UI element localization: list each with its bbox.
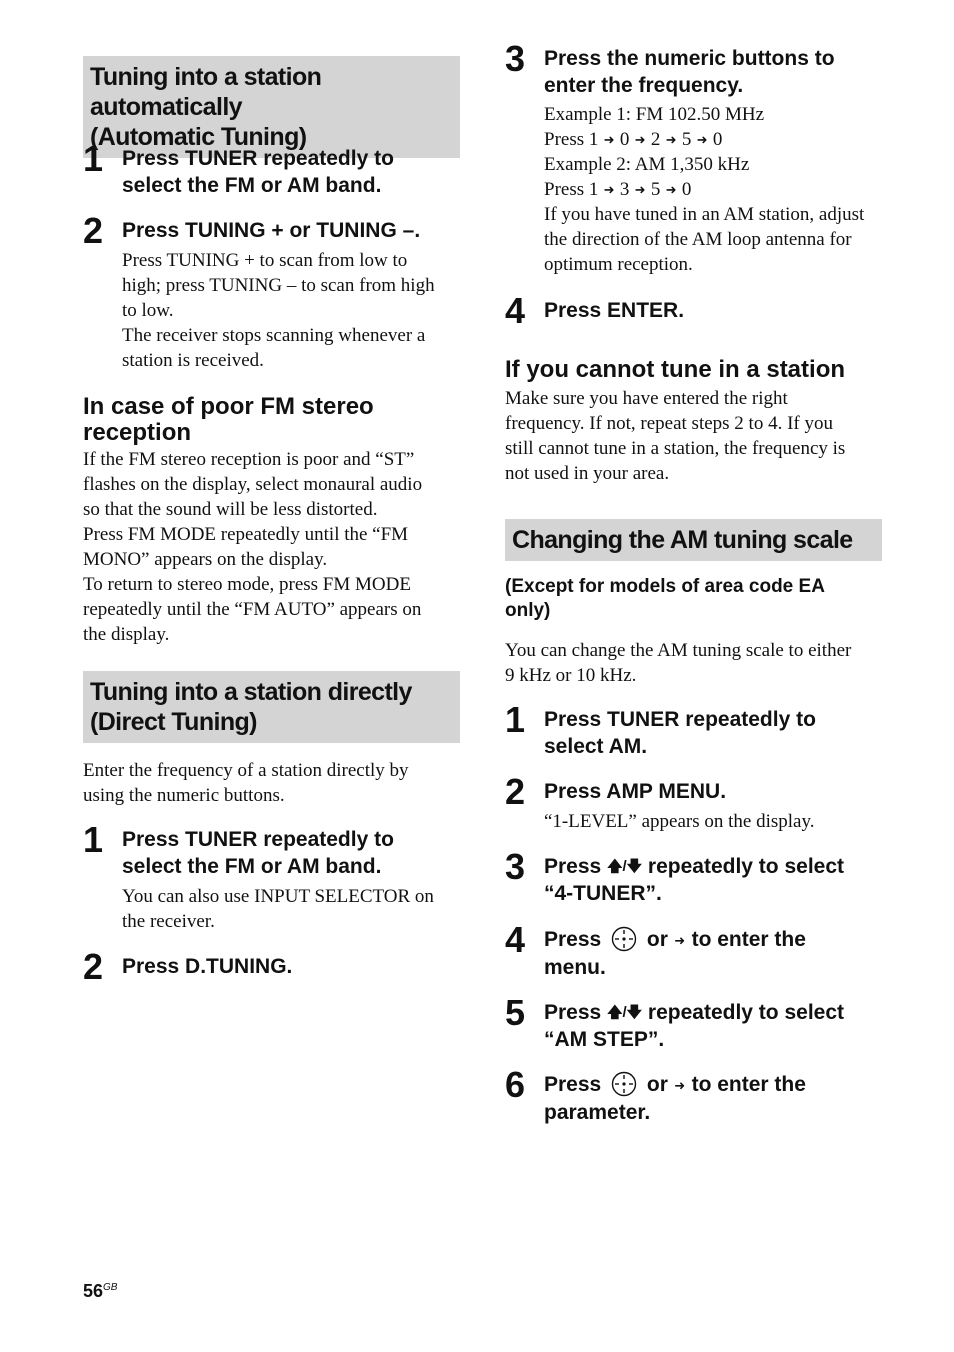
step-title bbox=[544, 1071, 921, 1126]
right-arrow-icon: ➜ bbox=[665, 182, 677, 197]
title-line: select the FM or AM band. bbox=[122, 174, 382, 197]
or-word: or bbox=[646, 1073, 668, 1096]
instruction-text: repeatedly to select bbox=[647, 855, 845, 878]
title-line: Press ENTER. bbox=[544, 299, 685, 322]
step-title bbox=[122, 953, 499, 980]
body-line: If the FM stereo reception is poor and “ST” bbox=[83, 449, 415, 470]
body-line: flashes on the display, select monaural audio bbox=[83, 474, 423, 495]
step-number: 2 bbox=[83, 946, 103, 987]
title-line: Press D.TUNING. bbox=[122, 955, 293, 978]
title-line: Press AMP MENU. bbox=[544, 780, 727, 803]
cannot-tune-paragraph bbox=[505, 386, 882, 486]
body-line: “1-LEVEL” appears on the display. bbox=[544, 811, 815, 832]
enter-button-icon bbox=[611, 1071, 637, 1097]
step-number: 2 bbox=[83, 210, 103, 251]
enter-button-icon bbox=[611, 926, 637, 952]
page-number-value: 56 bbox=[83, 1281, 104, 1301]
step-number: 2 bbox=[505, 771, 525, 812]
body-line: You can change the AM tuning scale to either bbox=[505, 640, 852, 661]
body-line: not used in your area. bbox=[505, 463, 670, 484]
step-title bbox=[544, 926, 921, 981]
right-arrow-icon: ➜ bbox=[634, 182, 646, 197]
press-word: Press bbox=[544, 1073, 602, 1096]
title-line: select the FM or AM band. bbox=[122, 855, 382, 878]
section-banner-automatic-tuning bbox=[83, 56, 460, 158]
step-number: 4 bbox=[505, 290, 525, 331]
step-number: 1 bbox=[83, 819, 103, 860]
am-step-5 bbox=[505, 992, 921, 1053]
step-number: 3 bbox=[505, 846, 525, 887]
am-scale-intro bbox=[505, 638, 882, 688]
am-step-2 bbox=[505, 771, 921, 834]
body-line: Make sure you have entered the right bbox=[505, 388, 788, 409]
press-word: Press bbox=[544, 928, 602, 951]
digit: 0 bbox=[619, 129, 630, 150]
body-line: optimum reception. bbox=[544, 254, 693, 275]
instruction-text: to enter the bbox=[691, 1073, 806, 1096]
title-line: Press TUNER repeatedly to bbox=[544, 708, 816, 731]
body-line: The receiver stops scanning whenever a bbox=[122, 325, 426, 346]
heading-line: In case of poor FM stereo bbox=[83, 393, 374, 420]
digit: 0 bbox=[712, 129, 723, 150]
subheading-cannot-tune: If you cannot tune in a station bbox=[505, 356, 846, 383]
right-arrow-icon: ➜ bbox=[634, 132, 646, 147]
digit: 1 bbox=[588, 129, 599, 150]
right-arrow-icon: ➜ bbox=[603, 132, 615, 147]
body-line: Enter the frequency of a station directly by bbox=[83, 760, 409, 781]
title-line: “AM STEP”. bbox=[544, 1028, 665, 1051]
digit: 5 bbox=[681, 129, 692, 150]
title-line: parameter. bbox=[544, 1101, 651, 1124]
body-line: You can also use INPUT SELECTOR on bbox=[122, 886, 434, 907]
title-line: Press TUNING + or TUNING –. bbox=[122, 219, 421, 242]
am-step-4 bbox=[505, 919, 921, 981]
step-title bbox=[122, 826, 499, 880]
title-line: Press the numeric buttons to bbox=[544, 47, 835, 70]
step-title bbox=[544, 999, 921, 1053]
step-body bbox=[122, 248, 499, 373]
right-arrow-icon: ➜ bbox=[665, 132, 677, 147]
step-number: 6 bbox=[505, 1064, 525, 1105]
title-line: “4-TUNER”. bbox=[544, 882, 662, 905]
digit: 5 bbox=[650, 179, 661, 200]
heading-line: reception bbox=[83, 419, 192, 446]
body-line: the receiver. bbox=[122, 911, 215, 932]
press-word: Press bbox=[544, 129, 585, 150]
step-body bbox=[544, 102, 921, 277]
body-line: Press FM MODE repeatedly until the “FM bbox=[83, 524, 409, 545]
title-line: Press TUNER repeatedly to bbox=[122, 147, 394, 170]
direct-step-1 bbox=[83, 819, 499, 934]
section-banner-direct-tuning bbox=[83, 671, 460, 743]
note-line: (Except for models of area code EA bbox=[505, 576, 825, 597]
auto-step-1 bbox=[83, 138, 499, 199]
subheading-poor-fm bbox=[83, 394, 460, 446]
area-code-note bbox=[505, 575, 882, 623]
instruction-text: repeatedly to select bbox=[647, 1001, 845, 1024]
step-number: 1 bbox=[83, 138, 103, 179]
note-line: only) bbox=[505, 600, 551, 621]
digit: 0 bbox=[681, 179, 692, 200]
example-sequence bbox=[544, 177, 921, 202]
step-number: 5 bbox=[505, 992, 525, 1033]
title-line bbox=[544, 999, 921, 1026]
body-line: using the numeric buttons. bbox=[83, 785, 285, 806]
step-title bbox=[544, 706, 921, 760]
step-title bbox=[122, 145, 499, 199]
step-number: 1 bbox=[505, 699, 525, 740]
title-line: select AM. bbox=[544, 735, 648, 758]
section-banner-am-tuning-scale bbox=[505, 519, 882, 561]
body-line: still cannot tune in a station, the frequency is bbox=[505, 438, 846, 459]
instruction-text: to enter the bbox=[691, 928, 806, 951]
page-region-suffix: GB bbox=[103, 1282, 118, 1293]
step-title bbox=[544, 853, 921, 907]
example-label: Example 1: FM 102.50 MHz bbox=[544, 104, 765, 125]
body-line: high; press TUNING – to scan from high bbox=[122, 275, 435, 296]
press-word: Press bbox=[544, 855, 602, 878]
up-down-arrow-icon: 🡅/🡇 bbox=[607, 858, 643, 875]
direct-tuning-intro bbox=[83, 758, 460, 808]
body-line: Press TUNING + to scan from low to bbox=[122, 250, 408, 271]
body-line: station is received. bbox=[122, 350, 264, 371]
up-down-arrow-icon: 🡅/🡇 bbox=[607, 1004, 643, 1021]
body-line: MONO” appears on the display. bbox=[83, 549, 328, 570]
digit: 3 bbox=[619, 179, 630, 200]
or-word: or bbox=[646, 928, 668, 951]
banner-line: Tuning into a station automatically bbox=[90, 63, 322, 121]
step-number: 3 bbox=[505, 38, 525, 79]
auto-step-2 bbox=[83, 210, 499, 373]
step-title bbox=[122, 217, 499, 244]
banner-line: Tuning into a station directly bbox=[90, 678, 412, 706]
banner-line: (Automatic Tuning) bbox=[90, 123, 307, 151]
step-number: 4 bbox=[505, 919, 525, 960]
page-number bbox=[83, 1281, 117, 1302]
direct-step-3 bbox=[505, 38, 921, 277]
digit: 1 bbox=[588, 179, 599, 200]
direct-step-4 bbox=[505, 290, 921, 331]
body-line: to low. bbox=[122, 300, 174, 321]
title-line: enter the frequency. bbox=[544, 74, 744, 97]
direct-step-2 bbox=[83, 946, 499, 987]
body-line: If you have tuned in an AM station, adjust bbox=[544, 204, 865, 225]
body-line: the direction of the AM loop antenna for bbox=[544, 229, 852, 250]
title-line bbox=[544, 853, 921, 880]
title-line: Press TUNER repeatedly to bbox=[122, 828, 394, 851]
body-line: so that the sound will be less distorted. bbox=[83, 499, 378, 520]
title-line: menu. bbox=[544, 956, 606, 979]
right-arrow-icon: ➜ bbox=[696, 132, 708, 147]
step-body bbox=[122, 884, 499, 934]
am-step-1 bbox=[505, 699, 921, 760]
am-step-3 bbox=[505, 846, 921, 907]
body-line: frequency. If not, repeat steps 2 to 4. If you bbox=[505, 413, 833, 434]
body-line: To return to stereo mode, press FM MODE bbox=[83, 574, 411, 595]
example-label: Example 2: AM 1,350 kHz bbox=[544, 154, 750, 175]
step-title bbox=[544, 297, 921, 324]
digit: 2 bbox=[650, 129, 661, 150]
press-word: Press bbox=[544, 1001, 602, 1024]
poor-fm-paragraph bbox=[83, 447, 460, 647]
banner-line: (Direct Tuning) bbox=[90, 708, 257, 736]
right-arrow-icon: ➜ bbox=[674, 1078, 686, 1093]
am-step-6 bbox=[505, 1064, 921, 1126]
press-word: Press bbox=[544, 179, 585, 200]
step-title bbox=[544, 45, 921, 99]
banner-line: Changing the AM tuning scale bbox=[512, 526, 853, 554]
title-line bbox=[544, 1071, 921, 1099]
step-title bbox=[544, 778, 921, 805]
right-arrow-icon: ➜ bbox=[603, 182, 615, 197]
title-line bbox=[544, 926, 921, 954]
body-line: repeatedly until the “FM AUTO” appears on bbox=[83, 599, 422, 620]
body-line: 9 kHz or 10 kHz. bbox=[505, 665, 637, 686]
step-body bbox=[544, 809, 921, 834]
example-sequence bbox=[544, 127, 921, 152]
body-line: the display. bbox=[83, 624, 170, 645]
right-arrow-icon: ➜ bbox=[674, 933, 686, 948]
